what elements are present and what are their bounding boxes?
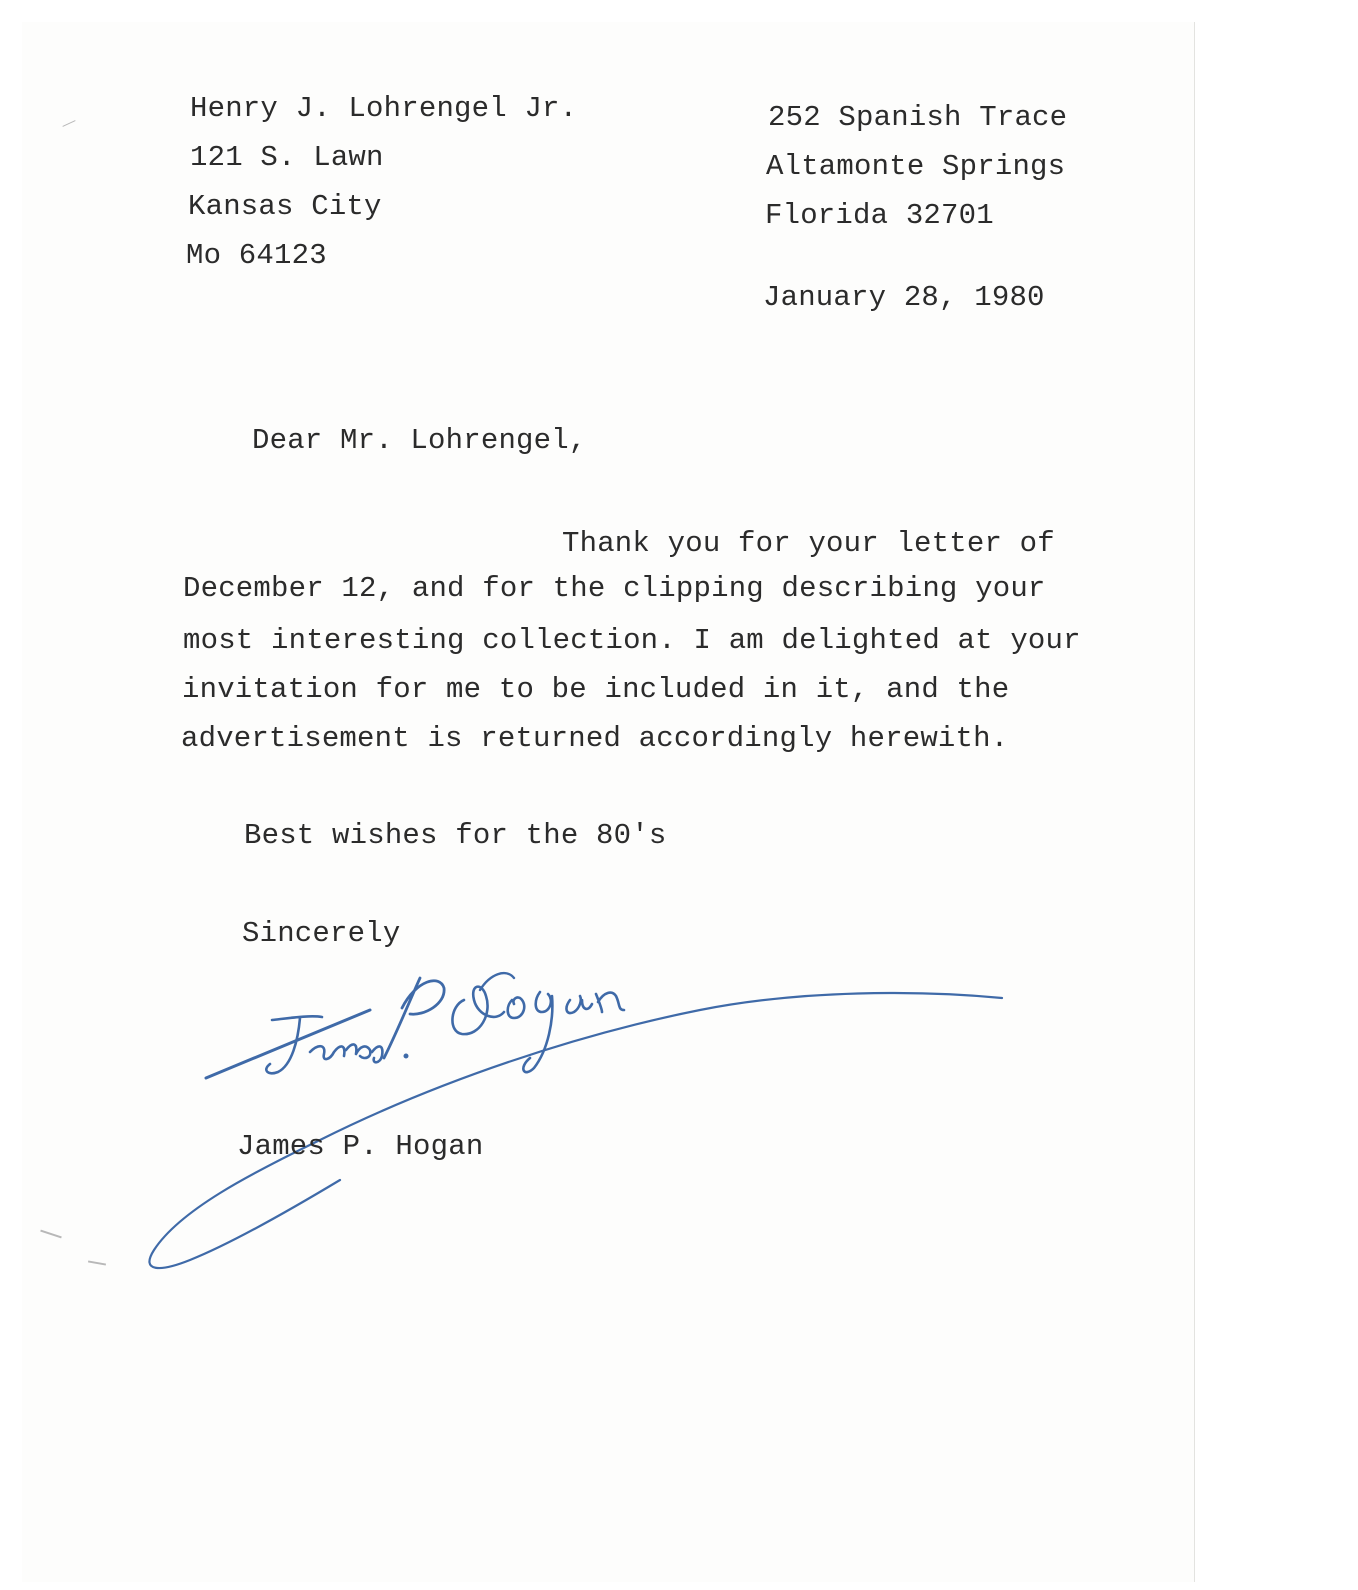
body-line: Thank you for your letter of bbox=[562, 527, 1055, 560]
signature-hogan bbox=[452, 987, 624, 1073]
signature-lead-stroke bbox=[206, 1010, 370, 1078]
sender-state-zip: Florida 32701 bbox=[765, 199, 994, 232]
body-line: most interesting collection. I am delighted at your bbox=[183, 624, 1081, 657]
signature-p bbox=[384, 978, 444, 1058]
recipient-state-zip: Mo 64123 bbox=[186, 239, 327, 272]
handwritten-signature bbox=[140, 960, 1020, 1290]
salutation: Dear Mr. Lohrengel, bbox=[252, 424, 587, 457]
signature-strokes bbox=[149, 973, 1002, 1268]
recipient-name: Henry J. Lohrengel Jr. bbox=[190, 92, 578, 125]
signature-dot bbox=[404, 1054, 408, 1058]
letter-date: January 28, 1980 bbox=[763, 281, 1045, 314]
signatory-name: James P. Hogan bbox=[237, 1130, 484, 1163]
recipient-street: 121 S. Lawn bbox=[190, 141, 384, 174]
body-line: December 12, and for the clipping describing your bbox=[183, 572, 1046, 605]
signature-h-hook bbox=[480, 973, 514, 990]
sender-city: Altamonte Springs bbox=[766, 150, 1066, 183]
body-line: advertisement is returned accordingly herewith. bbox=[181, 722, 1009, 755]
closing: Sincerely bbox=[242, 917, 401, 950]
sender-street: 252 Spanish Trace bbox=[768, 101, 1068, 134]
body-line: invitation for me to be included in it, and the bbox=[182, 673, 1010, 706]
wishes-line: Best wishes for the 80's bbox=[244, 819, 667, 852]
recipient-city: Kansas City bbox=[188, 190, 382, 223]
